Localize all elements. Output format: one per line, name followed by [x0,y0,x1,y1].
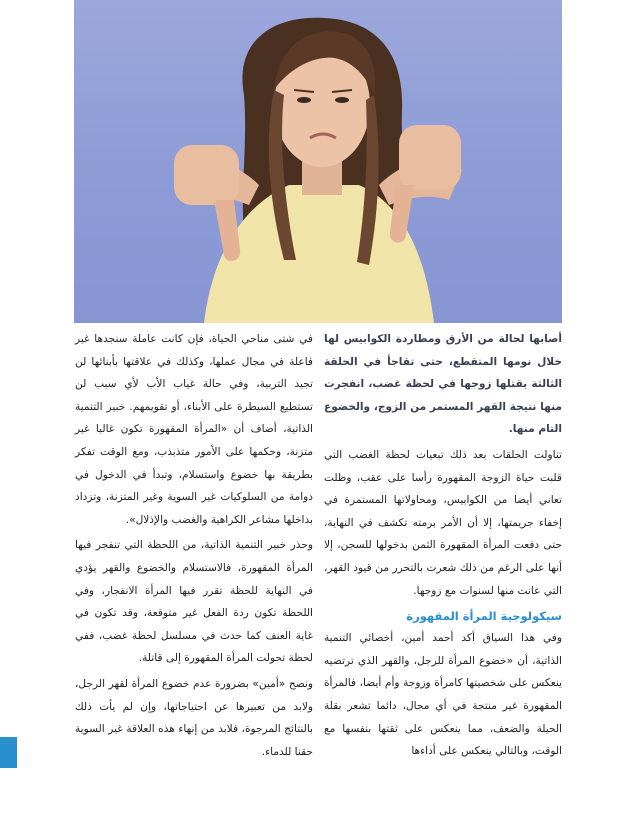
article-photo [74,0,562,323]
section-heading: سيكولوجية المرأة المقهورة [406,609,562,624]
article-column-left [75,328,313,766]
article-lead-paragraph: أصابها لحالة من الأرق ومطاردة الكوابيس لها خلال نومها المتقطع، حتى تفاجأ في الحلقة الثالثة بقتلها زوجها في لحظة غضب، انفجرت منها نتيجة القهر المستمر من الزوج، والخضوع التام منها. [324,333,562,436]
article-paragraph: ونصح «أمين» بضرورة عدم خضوع المرأة لقهر الرجل، ولابد من تعبيرها عن احتياجاتها، وإن لم يأت ذلك بالنتائج المرجوة، فلابد من إنهاء هذه العلاقة غير السوية حقنا للدماء. [75,677,313,758]
page-edge-tab [0,737,17,768]
article-paragraph: وحذر خبير التنمية الذاتية، من اللحظة التي تنفجر فيها المرأة المقهورة، فالاستسلام والخضوع والقهر يؤدي في النهاية للحظة تقرر فيها المرأة الانفجار، وفي اللحظة تكون ردة الفعل غير متوقعة، وقد تكون في غاية العنف كما حدث في مسلسل لحظة غضب، ففي لحظة تحولت المرأة المقهورة إلى قاتلة. [75,539,313,665]
woman-thumbs-down-photo [74,0,562,323]
article-column-right [324,328,562,766]
article-paragraph: وفي هذا السياق أكد أحمد أمين، أخصائي التنمية الذاتية، أن «خضوع المرأة للرجل، والقهر الذي ترتضيه ينعكس على شخصيتها كامرأة وزوجة وأم أيضا، فالمرأة المقهورة غير منتجة في أي مجال، دائما تشعر بقلة الحيلة والضعف، مما ينعكس على ثقتها بنفسها مع الوقت، وبالتالي ينعكس على أداءها [324,632,562,758]
article-paragraph: تناولت الحلقات بعد ذلك تبعيات لحظة الغضب التي قلبت حياة الزوجة المقهورة رأسا على عقب، وظلت تعاني أيضا من الكوابيس، ومحاولاتها المستمرة في إخفاء جريمتها، إلا أن الأمر برمته تكشف في النهاية، حتى دفعت المرأة المقهورة الثمن بدخولها للسجن، إلا أنها على الرغم من ذلك شعرت بالتحرر من قيود القهر، التي عانت منها لسنوات مع زوجها. [324,448,562,597]
article-paragraph: في شتى مناحي الحياة، فإن كانت عاملة سنجدها غير فاعلة في مجال عملها، وكذلك في علاقتها بأبنائها لن تجيد التربية، وفي حالة غياب الأب لأي سبب لن تستطيع السيطرة على الأبناء، أو تقويمهم. خبير التنمية الذاتية، أضاف أن «المرأة المقهورة تكون غالبا غير متزنة، وحكمها على الأمور متذبذب، ومع الوقت تفكر بطريقة بها خضوع واستسلام، وتبدأ في الدخول في دوامة من السلوكيات غير السوية وغير المتزنة، وتزداد بداخلها مشاعر الكراهية والغضب والإذلال». [75,333,313,526]
